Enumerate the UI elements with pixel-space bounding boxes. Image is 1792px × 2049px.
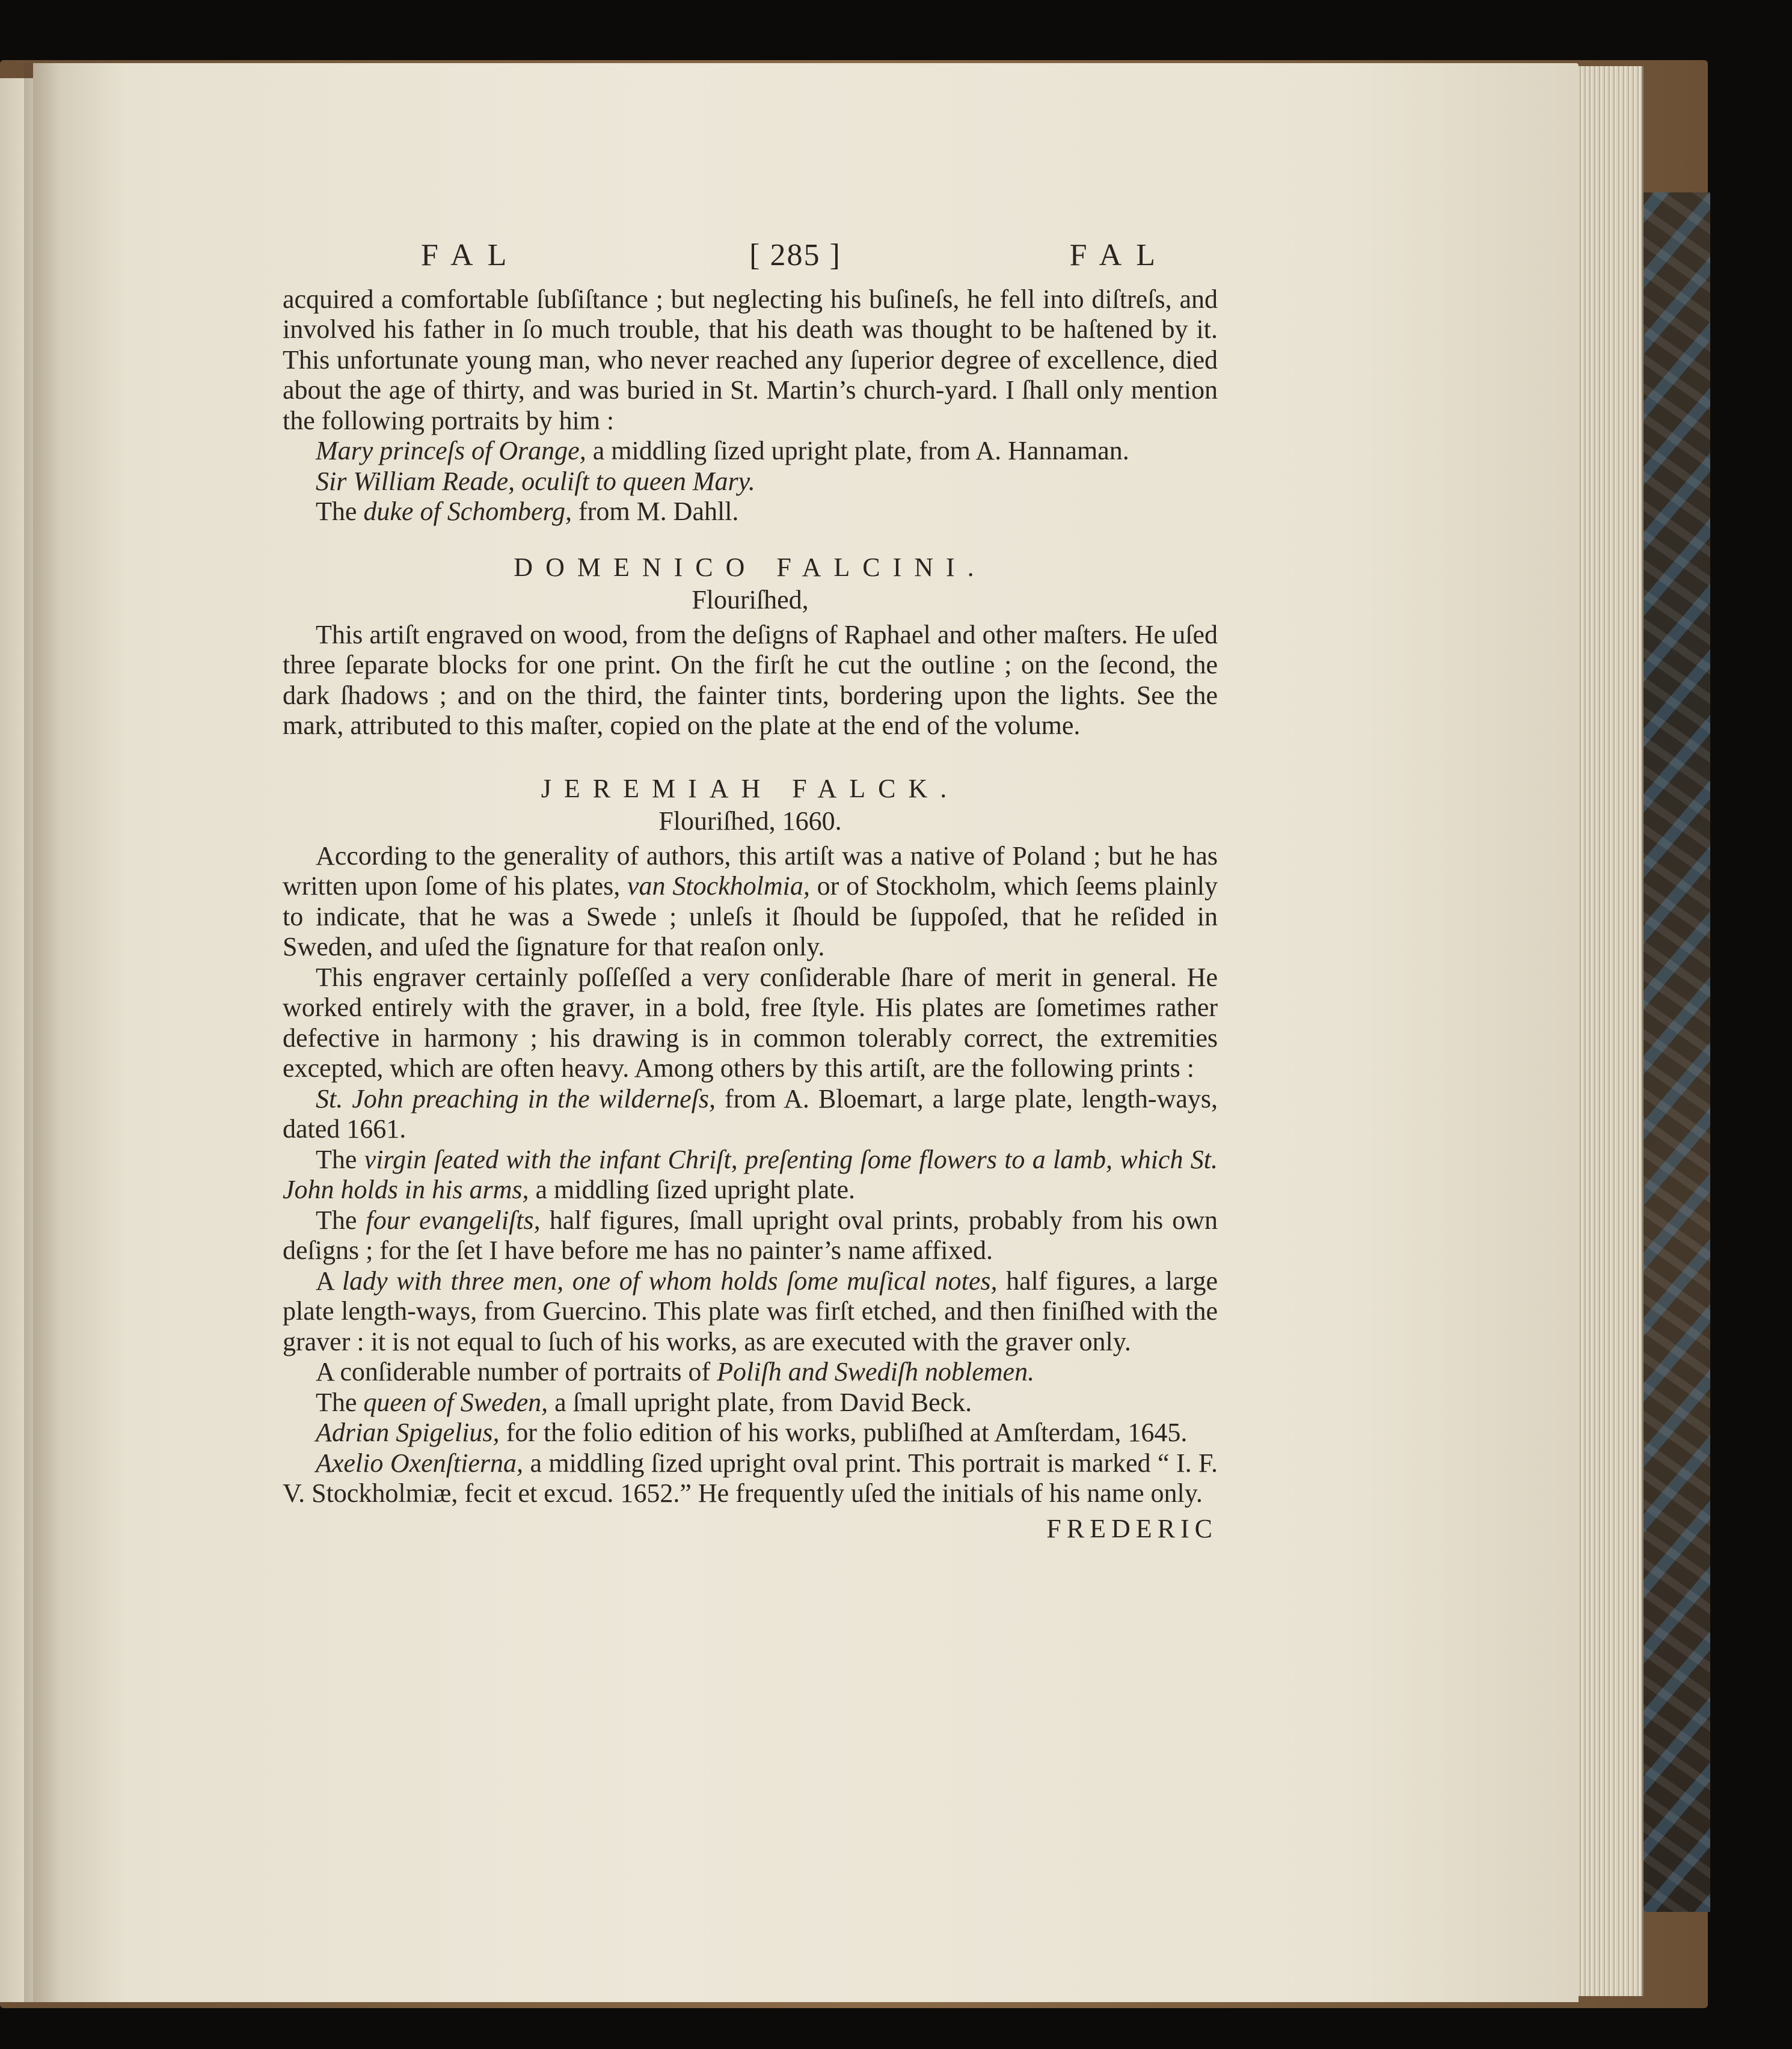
- subheading-falcini: Flouriſhed,: [692, 584, 809, 614]
- entry-virgin: The virgin ſeated with the infant Chriſt, preſenting ſome flowers to a lamb, which St. John holds in his arms, a middling ſized upright plate.: [283, 1144, 1218, 1204]
- entry-queen-sweden: The queen of Sweden, a ſmall upright plate, from David Beck.: [316, 1387, 972, 1417]
- entry-evangelists: The four evangeliſts, half figures, ſmall upright oval prints, probably from his own deſigns ; for the ſet I have before me has no painter’s name affixed.: [283, 1205, 1218, 1265]
- entry-mary: Mary princeſs of Orange, a middling ſized upright plate, from A. Hannaman.: [316, 436, 1129, 465]
- page-text: [283, 240, 1218, 1544]
- page-number: [ 285 ]: [749, 238, 841, 272]
- paragraph-falck-2: This engraver certainly poſſeſſed a very conſiderable ſhare of merit in general. He worked entirely with the graver, in a bold, free ſtyle. His plates are ſometimes rather defective in harmony ; his drawing is in common tolerably correct, the extremities excepted, which are often heavy. Among others by this artiſt, are the following prints :: [283, 962, 1218, 1083]
- entry-spigelius: Adrian Spigelius, for the folio edition of his works, publiſhed at Amſterdam, 1645.: [316, 1418, 1188, 1447]
- paragraph-falcini: This artiſt engraved on wood, from the deſigns of Raphael and other maſters. He uſed three ſeparate blocks for one print. On the firſt he cut the outline ; on the ſecond, the dark ſhadows ; and on the third, the fainter tints, bordering upon the lights. See the mark, attributed to this maſter, copied on the plate at the end of the volume.: [283, 619, 1218, 740]
- header-right: FAL: [1069, 238, 1170, 272]
- entry-oxenstierna: Axelio Oxenſtierna, a middling ſized upright oval print. This portrait is marked “ I. F. V. Stockholmiæ, fecit et excud. 1652.” He frequently uſed the initials of his name only.: [283, 1448, 1218, 1508]
- entry-lady: A lady with three men, one of whom holds ſome muſical notes, half figures, a large plate length-ways, from Guercino. This plate was firſt etched, and then finiſhed with the graver : it is not equal to ſuch of his works, as are executed with the graver only.: [283, 1266, 1218, 1356]
- entry-reade: Sir William Reade, oculiſt to queen Mary.: [316, 466, 755, 496]
- paragraph-falck-1: According to the generality of authors, this artiſt was a native of Poland ; but he has written upon ſome of his plates, van Stockholmia, or of Stockholm, which ſeems plainly to indicate, that he was a Swede ; unleſs it ſhould be ſuppoſed, that he reſided in Sweden, and uſed the ſignature for that reaſon only.: [283, 841, 1218, 961]
- subheading-falck: Flouriſhed, 1660.: [658, 806, 842, 836]
- gutter-shadow: [24, 63, 60, 2002]
- header-left: FAL: [421, 238, 521, 272]
- paragraph-continuation: acquired a comfortable ſubſiſtance ; but neglecting his buſineſs, he fell into diſtreſs, and involved his father in ſo much trouble, that his death was thought to be haſtened by it. This unfortunate young man, who never reached any ſuperior degree of excellence, died about the age of thirty, and was buried in St. Martin’s church-yard. I ſhall only mention the following portraits by him :: [283, 284, 1218, 435]
- running-header: [421, 240, 1170, 271]
- entry-noblemen: A conſiderable number of portraits of Poliſh and Swediſh noblemen.: [316, 1357, 1035, 1386]
- heading-falcini: DOMENICO FALCINI.: [514, 552, 987, 582]
- heading-falck: JEREMIAH FALCK.: [541, 773, 960, 803]
- catchword: FREDERIC: [1046, 1513, 1218, 1543]
- entry-schomberg: The duke of Schomberg, from M. Dahll.: [316, 497, 739, 526]
- entry-st-john: St. John preaching in the wilderneſs, from A. Bloemart, a large plate, length-ways, dated 1661.: [283, 1083, 1218, 1144]
